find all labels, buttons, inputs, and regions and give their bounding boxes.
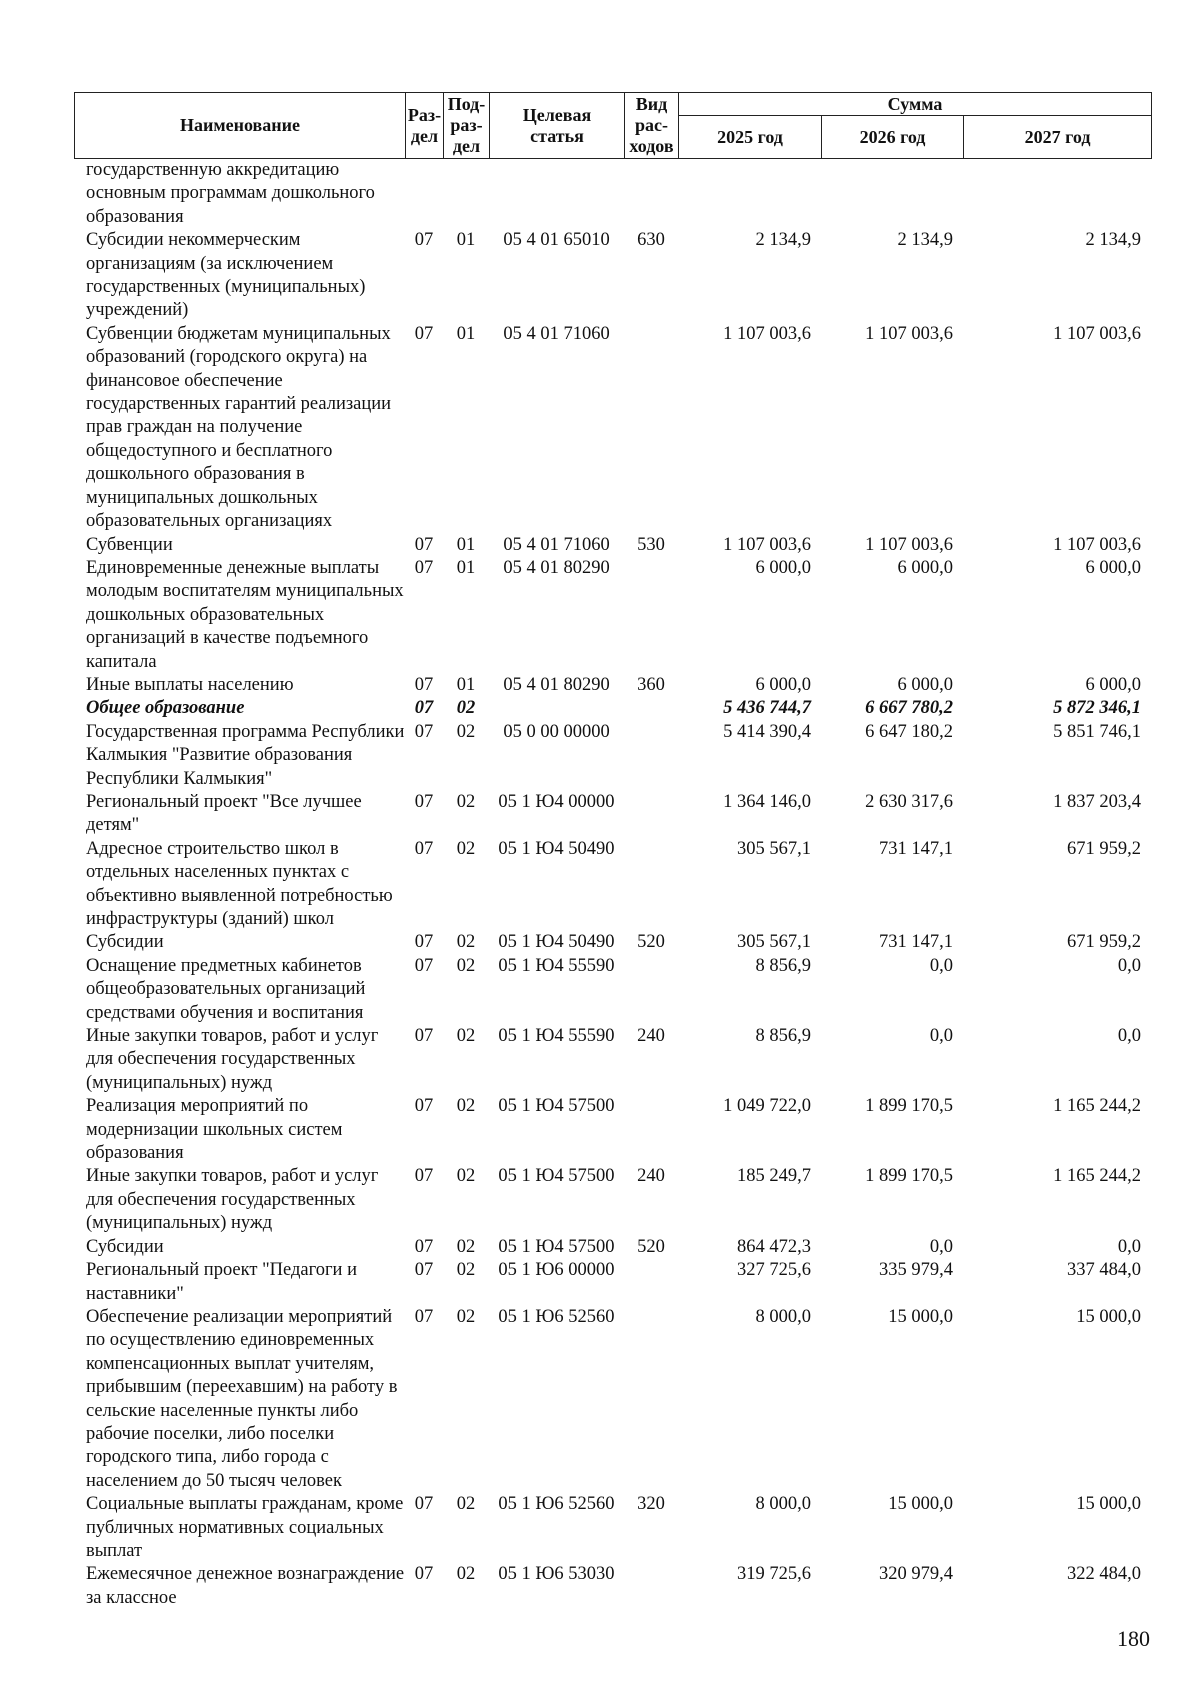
cell-target-article: 05 1 Ю4 55590 xyxy=(498,955,615,976)
cell-podrazdel: 02 xyxy=(456,1096,476,1117)
cell-sum-2025: 8 000,0 xyxy=(755,1306,811,1327)
cell-expense-type xyxy=(624,1259,678,1306)
cell-sum-2026: 6 000,0 xyxy=(897,674,953,695)
cell-sum-2026: 0,0 xyxy=(929,955,953,976)
cell-target-article: 05 1 Ю4 57500 xyxy=(498,1096,615,1117)
table-row xyxy=(74,838,1151,932)
cell-sum-2025: 8 000,0 xyxy=(755,1494,811,1515)
cell-target-article xyxy=(489,159,624,229)
cell-razdel xyxy=(405,159,443,229)
cell-podrazdel: 02 xyxy=(456,955,476,976)
table-row xyxy=(74,557,1151,674)
cell-sum-2025: 5 414 390,4 xyxy=(723,721,811,742)
cell-sum-2025: 8 856,9 xyxy=(755,1026,811,1047)
cell-name: Иные закупки товаров, работ и услуг для обеспечения государственных (муниципальных) нужд xyxy=(86,1026,379,1093)
cell-name: Субсидии xyxy=(86,932,164,953)
header-expense-type: Вид рас- ходов xyxy=(625,93,679,159)
cell-sum-2026: 731 147,1 xyxy=(879,932,953,953)
cell-name: Иные выплаты населению xyxy=(86,674,294,695)
cell-podrazdel: 02 xyxy=(456,1260,476,1281)
header-sum: Сумма xyxy=(679,93,1152,116)
cell-razdel: 07 xyxy=(414,534,434,555)
cell-name: Ежемесячное денежное вознаграждение за классное xyxy=(86,1564,405,1608)
cell-sum-2027: 2 134,9 xyxy=(1085,230,1141,251)
cell-podrazdel: 01 xyxy=(456,557,476,578)
cell-razdel: 07 xyxy=(414,323,434,344)
table-row xyxy=(74,931,1151,954)
cell-expense-type: 530 xyxy=(637,534,665,555)
cell-name: Обеспечение реализации мероприятий по осуществлению единовременных компенсационных выплат учителям, прибывшим (переехавшим) на работу в сельские населенные пункты либо рабочие поселки, либо поселки городского типа, либо города с населением до 50 тысяч человек xyxy=(86,1306,398,1491)
cell-expense-type xyxy=(624,721,678,791)
cell-razdel: 07 xyxy=(414,1236,434,1257)
table-row xyxy=(74,1493,1151,1563)
cell-sum-2026: 335 979,4 xyxy=(879,1260,953,1281)
cell-sum-2027: 5 872 346,1 xyxy=(1053,698,1141,719)
cell-sum-2025: 327 725,6 xyxy=(737,1260,811,1281)
cell-podrazdel: 01 xyxy=(456,323,476,344)
cell-podrazdel: 01 xyxy=(456,230,476,251)
cell-target-article: 05 1 Ю6 53030 xyxy=(498,1564,615,1585)
cell-expense-type xyxy=(624,791,678,838)
cell-razdel: 07 xyxy=(414,791,434,812)
cell-sum-2025: 1 364 146,0 xyxy=(723,791,811,812)
header-year-2027: 2027 год xyxy=(964,116,1152,159)
cell-sum-2025: 185 249,7 xyxy=(737,1166,811,1187)
cell-podrazdel: 02 xyxy=(456,791,476,812)
cell-target-article: 05 1 Ю6 52560 xyxy=(498,1306,615,1327)
cell-sum-2027: 1 107 003,6 xyxy=(1053,534,1141,555)
cell-razdel: 07 xyxy=(414,1260,434,1281)
cell-name: Иные закупки товаров, работ и услуг для обеспечения государственных (муниципальных) нужд xyxy=(86,1166,379,1234)
cell-sum-2027: 337 484,0 xyxy=(1067,1260,1141,1281)
cell-sum-2026: 0,0 xyxy=(929,1236,953,1257)
cell-sum-2026: 2 134,9 xyxy=(897,230,953,251)
cell-razdel: 07 xyxy=(414,1166,434,1187)
cell-name: Оснащение предметных кабинетов общеобразовательных организаций средствами обучения и воспитания xyxy=(86,955,366,1023)
cell-sum-2026: 2 630 317,6 xyxy=(865,791,953,812)
table-row xyxy=(74,955,1151,1025)
cell-expense-type xyxy=(624,557,678,674)
cell-expense-type xyxy=(624,955,678,1025)
cell-expense-type: 520 xyxy=(637,932,665,953)
cell-sum-2026: 1 107 003,6 xyxy=(865,534,953,555)
cell-sum-2027: 0,0 xyxy=(1117,1236,1141,1257)
cell-podrazdel: 02 xyxy=(456,1166,476,1187)
cell-sum-2025: 8 856,9 xyxy=(755,955,811,976)
cell-sum-2027: 671 959,2 xyxy=(1067,932,1141,953)
cell-razdel: 07 xyxy=(414,698,434,719)
cell-sum-2027: 15 000,0 xyxy=(1076,1494,1141,1515)
cell-razdel: 07 xyxy=(414,955,434,976)
cell-name: Государственная программа Республики Калмыкия "Развитие образования Республики Калмыкия" xyxy=(86,721,405,789)
header-razdel: Раз- дел xyxy=(406,93,444,159)
cell-expense-type xyxy=(624,1095,678,1165)
table-row xyxy=(74,159,1151,229)
cell-razdel: 07 xyxy=(414,230,434,251)
table-row xyxy=(74,323,1151,534)
cell-target-article: 05 4 01 80290 xyxy=(503,557,610,578)
header-podrazdel: Под- раз- дел xyxy=(444,93,490,159)
cell-razdel: 07 xyxy=(414,838,434,859)
cell-name: Общее образование xyxy=(86,698,245,719)
cell-podrazdel: 02 xyxy=(456,1494,476,1515)
cell-razdel: 07 xyxy=(414,1564,434,1585)
cell-sum-2025: 305 567,1 xyxy=(737,838,811,859)
table-row xyxy=(74,1025,1151,1095)
cell-sum-2027: 1 837 203,4 xyxy=(1053,791,1141,812)
cell-sum-2026: 1 899 170,5 xyxy=(865,1096,953,1117)
cell-podrazdel: 01 xyxy=(456,674,476,695)
cell-razdel: 07 xyxy=(414,1306,434,1327)
cell-target-article: 05 1 Ю4 57500 xyxy=(498,1236,615,1257)
cell-target-article: 05 0 00 00000 xyxy=(503,721,610,742)
cell-sum-2025: 305 567,1 xyxy=(737,932,811,953)
cell-sum-2025: 1 107 003,6 xyxy=(723,534,811,555)
header-target-article: Целевая статья xyxy=(490,93,625,159)
cell-sum-2026: 6 000,0 xyxy=(897,557,953,578)
cell-expense-type: 630 xyxy=(637,230,665,251)
cell-expense-type: 360 xyxy=(637,674,665,695)
cell-sum-2026: 15 000,0 xyxy=(888,1494,953,1515)
cell-razdel: 07 xyxy=(414,932,434,953)
cell-sum-2025: 6 000,0 xyxy=(755,557,811,578)
cell-name: Субсидии xyxy=(86,1236,164,1257)
table-row xyxy=(74,1563,1151,1610)
cell-sum-2026: 15 000,0 xyxy=(888,1306,953,1327)
cell-razdel: 07 xyxy=(414,557,434,578)
cell-sum-2025: 2 134,9 xyxy=(755,230,811,251)
cell-podrazdel: 02 xyxy=(456,1306,476,1327)
cell-sum-2026: 731 147,1 xyxy=(879,838,953,859)
budget-table-page xyxy=(74,92,1151,1610)
cell-target-article: 05 1 Ю6 52560 xyxy=(498,1494,615,1515)
header-name: Наименование xyxy=(75,93,406,159)
cell-sum-2027: 322 484,0 xyxy=(1067,1564,1141,1585)
header-year-2025: 2025 год xyxy=(679,116,822,159)
cell-expense-type xyxy=(624,1306,678,1493)
cell-podrazdel: 02 xyxy=(456,721,476,742)
cell-name: Региональный проект "Все лучшее детям" xyxy=(86,791,362,836)
cell-sum-2027: 5 851 746,1 xyxy=(1053,721,1141,742)
cell-sum-2026: 0,0 xyxy=(929,1026,953,1047)
cell-expense-type: 320 xyxy=(637,1494,665,1515)
cell-expense-type xyxy=(624,159,678,229)
cell-target-article: 05 4 01 80290 xyxy=(503,674,610,695)
cell-target-article: 05 1 Ю4 00000 xyxy=(498,791,615,812)
cell-sum-2025: 1 107 003,6 xyxy=(723,323,811,344)
table-row xyxy=(74,674,1151,697)
table-row xyxy=(74,1306,1151,1493)
cell-name: государственную аккредитацию основным программам дошкольного образования xyxy=(86,160,375,227)
cell-sum-2027: 671 959,2 xyxy=(1067,838,1141,859)
header-year-2026: 2026 год xyxy=(822,116,964,159)
cell-sum-2026: 6 647 180,2 xyxy=(865,721,953,742)
table-row xyxy=(74,1236,1151,1259)
cell-target-article: 05 1 Ю4 50490 xyxy=(498,932,615,953)
cell-sum-2026: 6 667 780,2 xyxy=(865,698,953,719)
cell-sum-2027: 6 000,0 xyxy=(1085,557,1141,578)
cell-sum-2026: 1 107 003,6 xyxy=(865,323,953,344)
table-row xyxy=(74,791,1151,838)
table-row xyxy=(74,229,1151,323)
cell-podrazdel: 02 xyxy=(456,698,476,719)
cell-target-article: 05 4 01 71060 xyxy=(503,534,610,555)
cell-expense-type xyxy=(624,1563,678,1610)
cell-sum-2026 xyxy=(821,159,963,229)
cell-sum-2027: 0,0 xyxy=(1117,955,1141,976)
cell-target-article: 05 1 Ю4 50490 xyxy=(498,838,615,859)
cell-razdel: 07 xyxy=(414,721,434,742)
cell-razdel: 07 xyxy=(414,1096,434,1117)
cell-sum-2027: 1 165 244,2 xyxy=(1053,1166,1141,1187)
page-number: 180 xyxy=(1117,1626,1150,1651)
cell-name: Субвенции бюджетам муниципальных образований (городского округа) на финансовое обеспечение государственных гарантий реализации прав граждан на получение общедоступного и бесплатного дошкольного образования в муниципальных дошкольных образовательных организациях xyxy=(86,323,392,532)
cell-sum-2025: 5 436 744,7 xyxy=(723,698,811,719)
cell-podrazdel xyxy=(443,159,489,229)
cell-sum-2026: 320 979,4 xyxy=(879,1564,953,1585)
cell-sum-2026: 1 899 170,5 xyxy=(865,1166,953,1187)
cell-podrazdel: 02 xyxy=(456,1564,476,1585)
table-row xyxy=(74,721,1151,791)
cell-expense-type xyxy=(624,323,678,534)
cell-target-article: 05 4 01 65010 xyxy=(503,230,610,251)
table-row xyxy=(74,534,1151,557)
cell-sum-2025 xyxy=(678,159,821,229)
cell-sum-2027: 15 000,0 xyxy=(1076,1306,1141,1327)
cell-name: Адресное строительство школ в отдельных населенных пунктах с объективно выявленной потребностью инфраструктуры (зданий) школ xyxy=(86,838,393,929)
cell-podrazdel: 02 xyxy=(456,838,476,859)
cell-expense-type xyxy=(624,838,678,932)
cell-target-article: 05 1 Ю4 55590 xyxy=(498,1026,615,1047)
cell-sum-2027 xyxy=(963,159,1151,229)
cell-sum-2027: 0,0 xyxy=(1117,1026,1141,1047)
table-header xyxy=(74,92,1152,159)
cell-podrazdel: 02 xyxy=(456,932,476,953)
cell-expense-type: 240 xyxy=(637,1026,665,1047)
table-row xyxy=(74,1259,1151,1306)
cell-podrazdel: 01 xyxy=(456,534,476,555)
cell-target-article: 05 1 Ю4 57500 xyxy=(498,1166,615,1187)
cell-sum-2027: 1 165 244,2 xyxy=(1053,1096,1141,1117)
table-body xyxy=(74,159,1151,1610)
cell-razdel: 07 xyxy=(414,1494,434,1515)
cell-sum-2027: 6 000,0 xyxy=(1085,674,1141,695)
cell-sum-2025: 1 049 722,0 xyxy=(723,1096,811,1117)
table-row xyxy=(74,1165,1151,1235)
table-row xyxy=(74,1095,1151,1165)
cell-sum-2025: 864 472,3 xyxy=(737,1236,811,1257)
cell-name: Единовременные денежные выплаты молодым воспитателям муниципальных дошкольных образовательных организаций в качестве подъемного капитала xyxy=(86,557,404,672)
cell-expense-type: 240 xyxy=(637,1166,665,1187)
cell-name: Реализация мероприятий по модернизации школьных систем образования xyxy=(86,1096,343,1164)
cell-name: Субвенции xyxy=(86,534,173,555)
cell-podrazdel: 02 xyxy=(456,1026,476,1047)
cell-podrazdel: 02 xyxy=(456,1236,476,1257)
cell-name: Субсидии некоммерческим организациям (за исключением государственных (муниципальных) учреждений) xyxy=(86,230,366,321)
table-row xyxy=(74,697,1151,720)
cell-razdel: 07 xyxy=(414,1026,434,1047)
cell-name: Социальные выплаты гражданам, кроме публичных нормативных социальных выплат xyxy=(86,1494,404,1561)
cell-target-article: 05 1 Ю6 00000 xyxy=(498,1260,615,1281)
cell-target-article: 05 4 01 71060 xyxy=(503,323,610,344)
cell-sum-2027: 1 107 003,6 xyxy=(1053,323,1141,344)
cell-target-article xyxy=(489,697,624,720)
cell-sum-2025: 319 725,6 xyxy=(737,1564,811,1585)
cell-expense-type: 520 xyxy=(637,1236,665,1257)
cell-razdel: 07 xyxy=(414,674,434,695)
cell-name: Региональный проект "Педагоги и наставники" xyxy=(86,1260,357,1304)
cell-expense-type xyxy=(624,697,678,720)
cell-sum-2025: 6 000,0 xyxy=(755,674,811,695)
